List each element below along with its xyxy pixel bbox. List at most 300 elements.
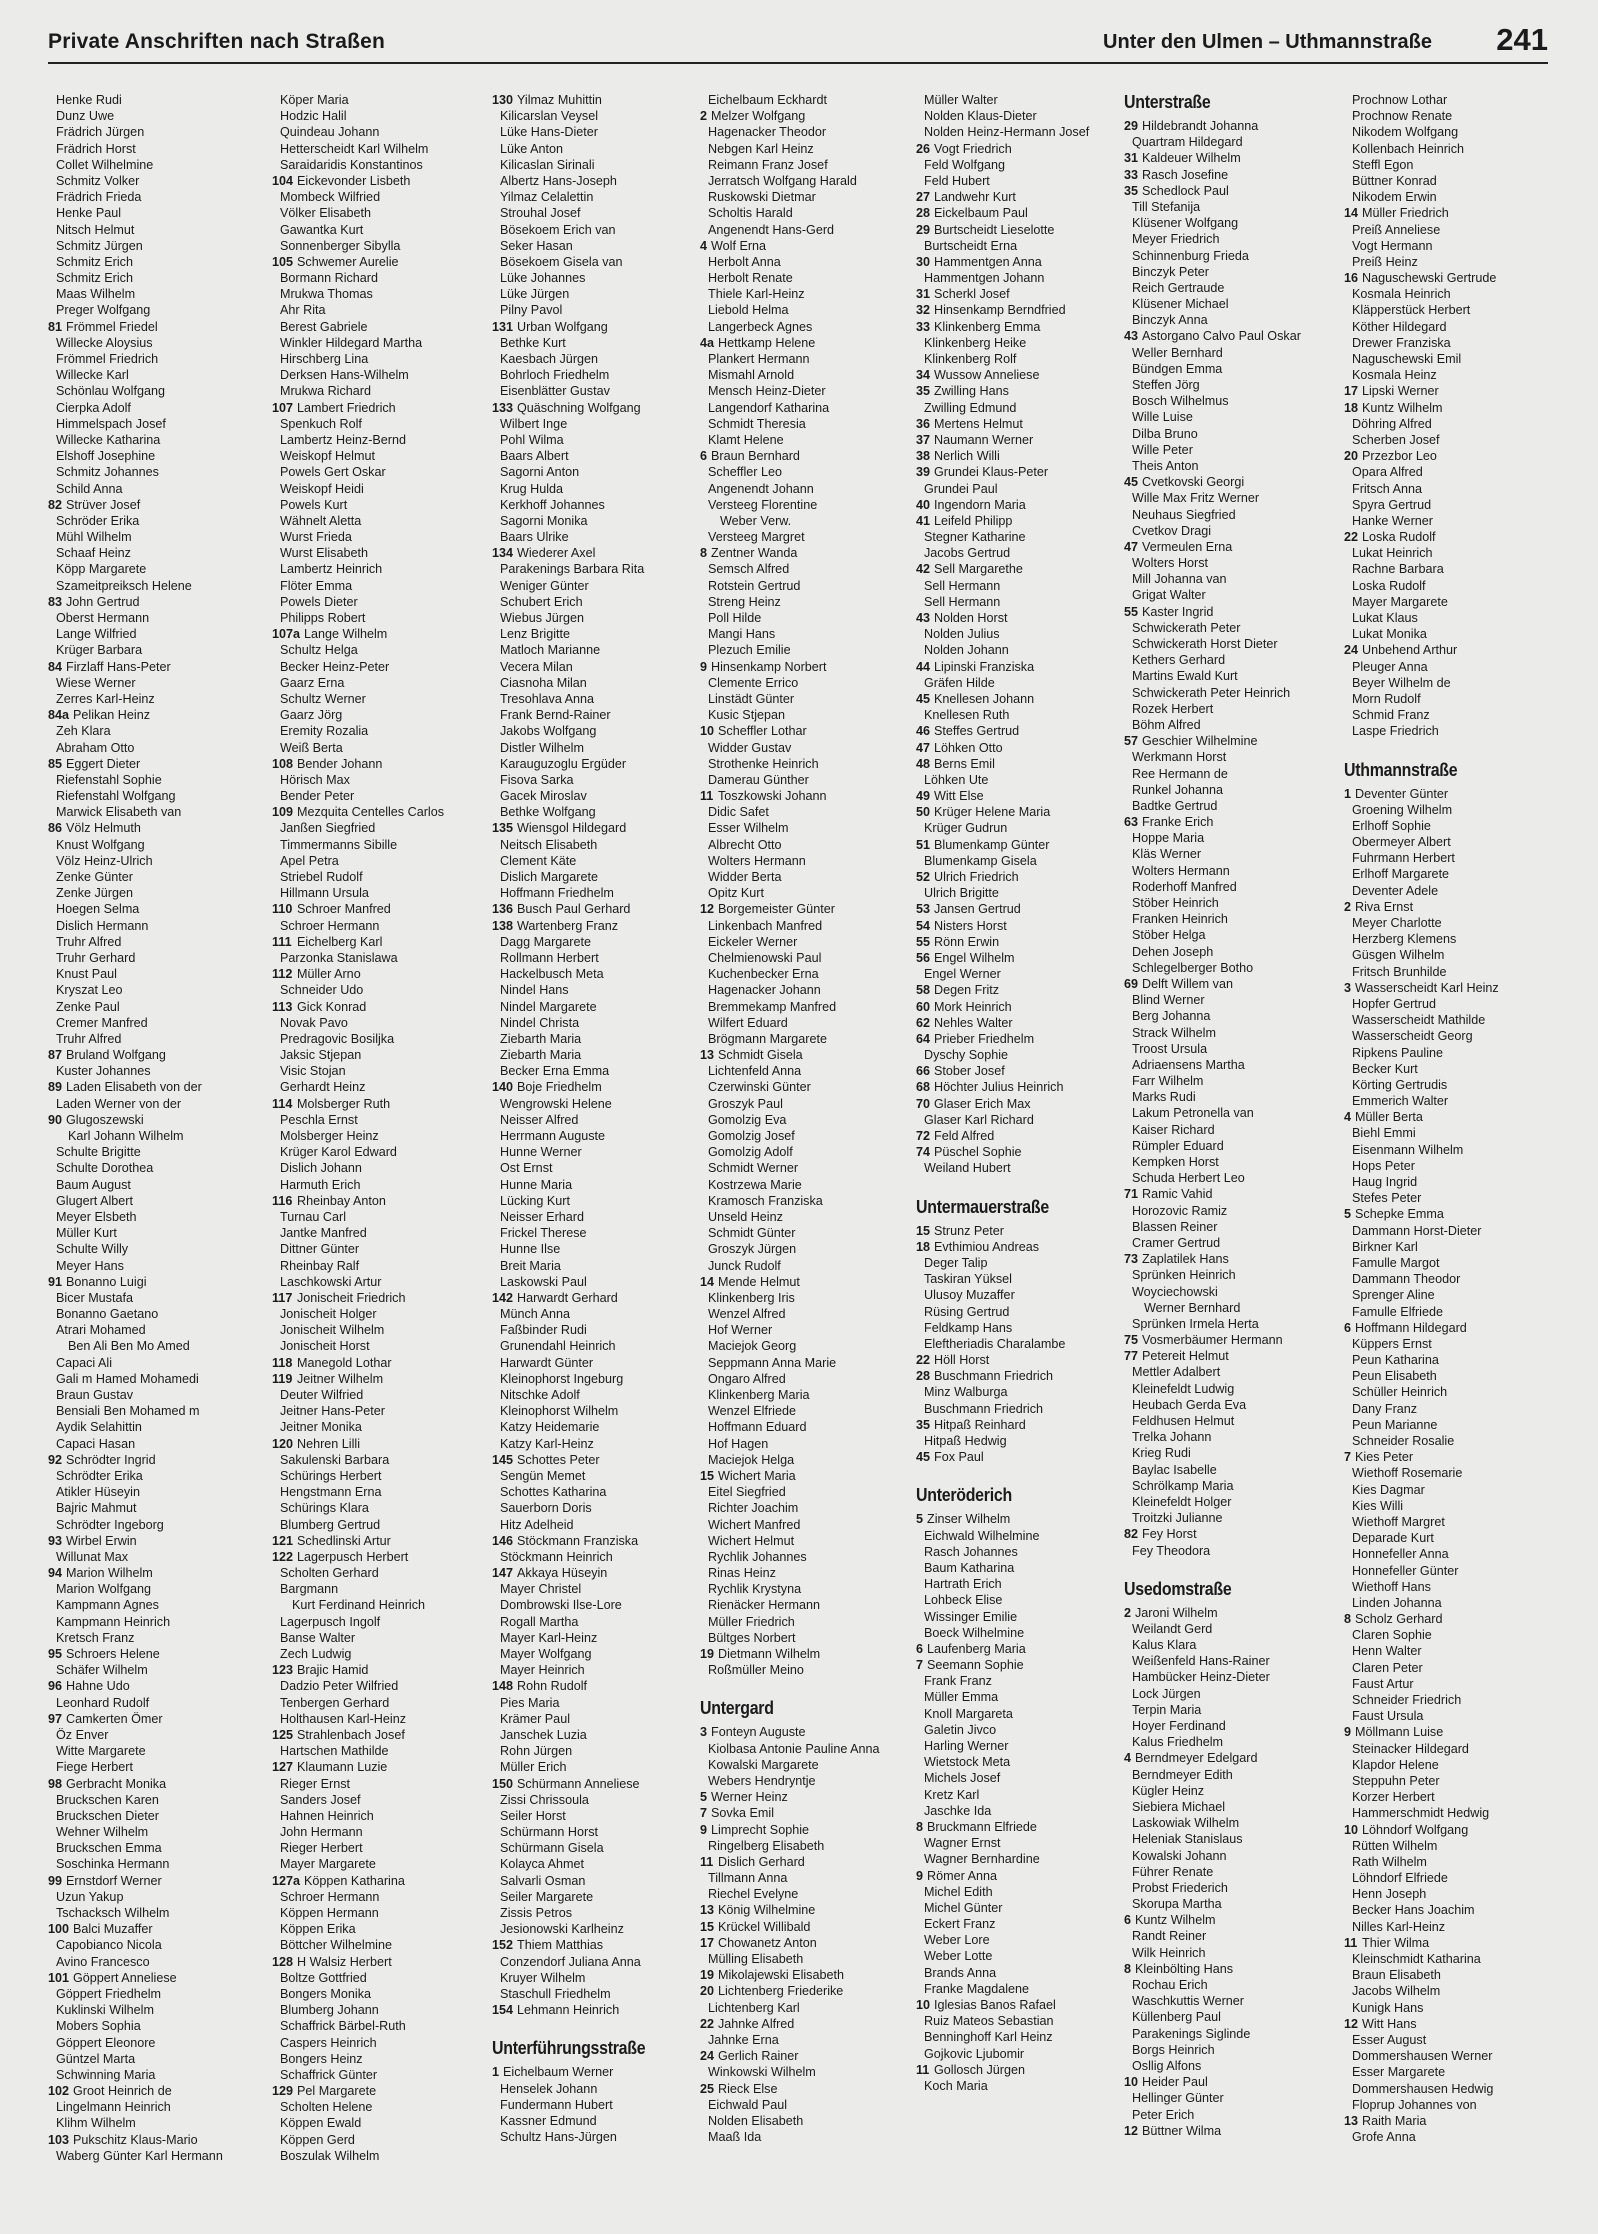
resident-name: Strunz Peter [934,1223,1004,1238]
resident-name: Vecera Milan [500,659,573,674]
address-entry [48,1355,260,1371]
address-entry [700,1403,912,1419]
resident-name: Müller Berta [1355,1110,1423,1125]
resident-name: Roderhoff Manfred [1132,879,1237,894]
address-entry [916,901,1128,917]
house-number: 86 [48,821,63,836]
address-entry [272,1954,484,1970]
address-entry [1124,2123,1336,2139]
address-entry [272,1371,484,1387]
address-entry [1344,2016,1556,2032]
house-number: 33 [916,319,931,334]
resident-name: Deventer Günter [1355,786,1449,801]
address-entry [492,319,704,335]
address-entry [272,1889,484,1905]
address-entry [48,820,260,836]
address-entry [700,1983,912,1999]
resident-name: Öz Enver [56,1727,109,1742]
address-entry [492,901,704,917]
resident-name: Melzer Wolfgang [711,109,806,124]
address-entry [1124,2107,1336,2123]
resident-name: Langendorf Katharina [708,400,830,415]
resident-name: Rümpler Eduard [1132,1138,1224,1153]
resident-name: Küllenberg Paul [1132,2010,1221,2025]
house-number: 13 [700,1903,715,1918]
address-entry [492,1322,704,1338]
resident-name: Gali m Hamed Mohamedi [56,1371,199,1386]
address-entry [700,772,912,788]
address-entry [700,1112,912,1128]
address-entry [48,173,260,189]
resident-name: Frädrich Frieda [56,190,142,205]
house-number: 6 [916,1641,924,1656]
address-entry [700,367,912,383]
house-number: 10 [1124,2075,1139,2090]
resident-name: Kaiser Richard [1132,1122,1215,1137]
page-header [48,22,1548,64]
resident-name: Ripkens Pauline [1352,1045,1444,1060]
address-entry [492,1403,704,1419]
address-entry [48,901,260,917]
address-entry [700,205,912,221]
address-entry [1124,264,1336,280]
address-entry [1344,2000,1556,2016]
resident-name: Baum Katharina [924,1560,1015,1575]
resident-name: Probst Friederich [1132,1880,1228,1895]
resident-name: Sprenger Aline [1352,1288,1435,1303]
address-entry [272,1079,484,1095]
address-entry [700,901,912,917]
resident-name: Riefenstahl Wolfgang [56,789,176,804]
resident-name: Maaß Ida [708,2130,762,2145]
resident-name: Wilbert Inge [500,416,568,431]
address-entry [48,1144,260,1160]
house-number: 109 [272,805,294,820]
resident-name: Gollosch Jürgen [934,2062,1026,2077]
house-number: 2 [700,109,708,124]
address-entry [272,448,484,464]
resident-name: Kowalski Johann [1132,1848,1227,1863]
resident-name: Baars Ulrike [500,530,569,545]
resident-name: Wenzel Alfred [708,1307,786,1322]
address-entry [916,1560,1128,1576]
resident-name: Kurt Ferdinand Heinrich [292,1598,425,1613]
house-number: 128 [272,1954,294,1969]
resident-name: Werkmann Horst [1132,750,1227,765]
address-entry [1344,1643,1556,1659]
address-entry [492,1290,704,1306]
address-entry [492,529,704,545]
address-entry [48,2067,260,2083]
resident-name: Linden Johanna [1352,1595,1442,1610]
address-entry [48,222,260,238]
resident-name: Glaser Karl Richard [924,1112,1034,1127]
resident-name: Rollmann Herbert [500,950,599,965]
resident-name: Müller Arno [297,967,361,982]
address-entry [492,1630,704,1646]
address-entry [492,1873,704,1889]
address-entry [272,642,484,658]
address-entry [492,1468,704,1484]
resident-name: Fisova Sarka [500,772,574,787]
address-entry [492,594,704,610]
resident-name: Hinsenkamp Berndfried [934,303,1066,318]
house-number: 3 [700,1725,708,1740]
resident-name: John Gertrud [66,594,140,609]
address-entry [916,1819,1128,1835]
house-number: 93 [48,1533,63,1548]
resident-name: Dammann Theodor [1352,1272,1461,1287]
resident-name: Knellesen Johann [934,691,1035,706]
resident-name: Klinkenberg Emma [934,319,1041,334]
address-entry [916,2029,1128,2045]
resident-name: Yilmaz Muhittin [517,93,602,107]
resident-name: Wolf Erna [711,238,767,253]
house-number: 55 [916,934,931,949]
resident-name: Schmitz Erich [56,271,133,286]
resident-name: Mettler Adalbert [1132,1365,1221,1380]
resident-name: Naguschewski Gertrude [1362,271,1497,286]
resident-name: Evthimiou Andreas [934,1239,1040,1254]
address-entry [916,1884,1128,1900]
resident-name: Kostrzewa Marie [708,1177,802,1192]
resident-name: Schäfer Wilhelm [56,1663,148,1678]
resident-name: Rüsing Gertrud [924,1304,1010,1319]
resident-name: Kleinschmidt Katharina [1352,1952,1481,1966]
address-entry [272,1112,484,1128]
resident-name: Jantke Manfred [280,1226,367,1241]
address-entry [700,1177,912,1193]
house-number: 51 [916,837,931,852]
address-entry [492,691,704,707]
address-entry [48,999,260,1015]
house-number: 92 [48,1452,63,1467]
house-number: 10 [1344,1822,1359,1837]
address-entry [272,1338,484,1354]
address-entry [1124,1977,1336,1993]
resident-name: Cremer Manfred [56,1015,148,1030]
address-entry [1344,2032,1556,2048]
resident-name: Körting Gertrudis [1352,1077,1448,1092]
address-entry [492,626,704,642]
house-number: 12 [700,902,715,917]
resident-name: Hammerschmidt Hedwig [1352,1806,1490,1821]
resident-name: Wolters Hermann [1132,863,1230,878]
address-entry [492,1209,704,1225]
resident-name: Hammentgen Johann [924,271,1045,286]
house-number: 85 [48,756,63,771]
resident-name: Schneider Rosalie [1352,1434,1455,1448]
house-number: 12 [1124,2123,1139,2138]
resident-name: Meyer Friedrich [1132,232,1220,247]
address-entry [48,383,260,399]
resident-name: Eichelbaum Werner [503,2065,614,2080]
resident-name: Tillmann Anna [708,1871,788,1886]
resident-name: Zissis Petros [500,1906,573,1920]
address-entry [272,1840,484,1856]
resident-name: Lambertz Heinz-Bernd [280,432,406,447]
resident-name: Henn Walter [1352,1644,1422,1659]
address-entry [492,1678,704,1694]
resident-name: Prochnow Renate [1352,109,1453,124]
address-entry [916,529,1128,545]
resident-name: Schottes Katharina [500,1485,607,1500]
resident-name: Cvetkov Dragi [1132,523,1212,538]
resident-name: Blumberg Gertrud [280,1517,381,1532]
address-entry [272,1274,484,1290]
resident-name: Sell Margarethe [934,562,1023,577]
resident-name: Kleinefeldt Ludwig [1132,1381,1235,1396]
resident-name: Schuda Herbert Leo [1132,1171,1245,1186]
address-entry [1124,749,1336,765]
address-entry [1124,1300,1336,1316]
resident-name: Iglesias Banos Rafael [934,1998,1056,2012]
resident-name: Hagenacker Johann [708,983,821,998]
address-entry [48,351,260,367]
address-entry [1344,1061,1556,1077]
address-entry [916,1932,1128,1948]
resident-name: Sagorni Anton [500,465,580,480]
address-entry [700,2000,912,2016]
address-entry [916,1965,1128,1981]
resident-name: Knoll Margareta [924,1706,1013,1721]
resident-name: Herrmann Auguste [500,1129,606,1143]
house-number: 150 [492,1776,514,1791]
address-entry [492,1646,704,1662]
resident-name: Trelka Johann [1132,1430,1212,1445]
resident-name: Bruland Wolfgang [66,1048,166,1063]
resident-name: Nerlich Willi [934,449,1000,464]
resident-name: Bicer Mustafa [56,1290,133,1305]
house-number: 118 [272,1355,293,1370]
resident-name: Eichwald Wilhelmine [924,1528,1040,1543]
resident-name: Müller Emma [924,1690,999,1705]
address-entry [1344,561,1556,577]
address-entry [1344,1741,1556,1757]
address-entry [700,1338,912,1354]
resident-name: Schroer Manfred [297,902,391,917]
resident-name: Hoppe Maria [1132,831,1205,846]
address-entry [916,367,1128,383]
address-entry [1124,652,1336,668]
address-entry [1344,1077,1556,1093]
resident-name: Mayer Wolfgang [500,1647,592,1661]
resident-name: Buschmann Friedrich [934,1369,1053,1384]
address-entry [272,561,484,577]
resident-name: Rasch Josefine [1142,167,1229,182]
resident-name: Molsberger Heinz [280,1129,379,1143]
address-entry [916,481,1128,497]
resident-name: Jakobs Wolfgang [500,724,597,739]
resident-name: Damerau Günther [708,772,809,787]
resident-name: Stöckmann Franziska [517,1533,639,1548]
address-entry [916,1255,1128,1271]
resident-name: Heider Paul [1142,2075,1208,2090]
address-entry [48,270,260,286]
resident-name: Steffen Jörg [1132,378,1200,392]
address-entry [916,432,1128,448]
address-entry [48,1824,260,1840]
resident-name: Hildebrandt Johanna [1142,119,1259,133]
address-entry [272,1355,484,1371]
address-entry [1344,1805,1556,1821]
resident-name: Reich Gertraude [1132,280,1225,295]
address-entry [48,2018,260,2034]
resident-name: Lohbeck Elise [924,1593,1003,1608]
resident-name: Faßbinder Rudi [500,1323,587,1338]
resident-name: Michel Edith [924,1884,993,1899]
address-entry [48,642,260,658]
resident-name: Grundei Paul [924,481,998,496]
resident-name: Hinsenkamp Norbert [711,659,827,674]
resident-name: Mertens Helmut [934,416,1023,431]
resident-name: Erlhoff Margarete [1352,867,1450,882]
address-entry [1124,701,1336,717]
address-entry [1344,1109,1556,1125]
address-entry [916,1368,1128,1384]
resident-name: Linstädt Günter [708,691,795,706]
address-entry [1344,1239,1556,1255]
house-number: 27 [916,190,931,205]
address-entry [1344,545,1556,561]
address-entry [492,1338,704,1354]
resident-name: Burtscheidt Erna [924,238,1018,253]
resident-name: Kolayca Ahmet [500,1857,585,1872]
resident-name: Bremmekamp Manfred [708,999,837,1014]
house-number: 57 [1124,734,1139,749]
resident-name: Versteeg Florentine [708,497,818,512]
resident-name: Schürmann Horst [500,1825,598,1840]
house-number: 101 [48,1970,70,1985]
address-entry [272,1970,484,1986]
house-number: 136 [492,902,514,917]
house-number: 46 [916,724,931,739]
resident-name: Völker Elisabeth [280,206,372,221]
address-entry [1124,798,1336,814]
address-entry [1344,850,1556,866]
address-entry [48,788,260,804]
resident-name: Deuter Wilfried [280,1388,364,1402]
address-entry [272,1517,484,1533]
resident-name: Delft Willem van [1142,976,1233,991]
address-entry [1124,1364,1336,1380]
resident-name: Eichelbaum Eckhardt [708,93,828,107]
address-entry [48,2115,260,2131]
address-entry [48,1079,260,1095]
address-entry [492,642,704,658]
address-entry [48,2083,260,2099]
address-entry [700,92,912,108]
house-number: 66 [916,1064,931,1079]
address-entry [916,869,1128,885]
address-entry [916,1641,1128,1657]
house-number: 2 [1124,1605,1132,1620]
resident-name: Kleinophorst Wilhelm [500,1404,619,1419]
house-number: 69 [1124,976,1139,991]
address-entry [272,1403,484,1419]
address-entry [48,691,260,707]
address-entry [700,1436,912,1452]
address-entry [492,513,704,529]
address-entry [272,626,484,642]
address-entry [700,448,912,464]
address-entry [1124,1235,1336,1251]
address-entry [48,1937,260,1953]
address-entry [916,1336,1128,1352]
address-entry [272,1128,484,1144]
house-number: 98 [48,1776,63,1791]
resident-name: Jonischeit Holger [280,1307,377,1322]
resident-name: Zaplatilek Hans [1142,1252,1229,1267]
resident-name: Dyschy Sophie [924,1048,1008,1063]
resident-name: Strahlenbach Josef [297,1727,405,1742]
address-entry [1344,497,1556,513]
resident-name: Deventer Adele [1352,883,1439,898]
address-entry [1344,1838,1556,1854]
address-entry [1124,1494,1336,1510]
resident-name: Tschacksch Wilhelm [56,1906,170,1920]
address-entry [492,189,704,205]
house-number: 15 [916,1223,931,1238]
address-entry [48,1452,260,1468]
address-entry [492,1986,704,2002]
address-entry [48,740,260,756]
resident-name: Schedlinski Artur [297,1533,391,1548]
address-entry [492,820,704,836]
resident-name: Löhndorf Wolfgang [1362,1822,1469,1837]
address-entry [492,1015,704,1031]
address-entry [1124,1961,1336,1977]
resident-name: Raith Maria [1362,2113,1427,2128]
resident-name: Koch Maria [924,2078,988,2093]
address-entry [1344,675,1556,691]
address-entry [48,610,260,626]
address-entry [272,1015,484,1031]
address-entry [1344,594,1556,610]
address-entry [272,173,484,189]
address-entry [1124,1138,1336,1154]
house-number: 147 [492,1566,514,1581]
resident-name: Wiethoff Margret [1352,1514,1445,1529]
address-entry [1344,270,1556,286]
resident-name: Truhr Alfred [56,1031,122,1046]
address-entry [492,1160,704,1176]
house-number: 62 [916,1015,931,1030]
resident-name: Lüke Anton [500,141,564,156]
address-entry [916,1511,1128,1527]
resident-name: Holthausen Karl-Heinz [280,1711,406,1726]
address-entry [700,238,912,254]
address-entry [48,1290,260,1306]
resident-name: Schwickerath Horst Dieter [1132,637,1278,651]
resident-name: Höll Horst [934,1353,990,1368]
address-entry [48,1177,260,1193]
address-entry [492,1727,704,1743]
address-entry [48,1727,260,1743]
address-entry [48,885,260,901]
address-entry [700,1789,912,1805]
address-entry [492,286,704,302]
address-entry [916,707,1128,723]
address-entry [272,1808,484,1824]
address-entry [916,1544,1128,1560]
address-entry [700,1387,912,1403]
address-entry [1124,733,1336,749]
address-entry [1344,189,1556,205]
house-number: 39 [916,465,931,480]
resident-name: Ringelberg Elisabeth [708,1838,825,1853]
resident-name: Deger Talip [924,1255,988,1270]
